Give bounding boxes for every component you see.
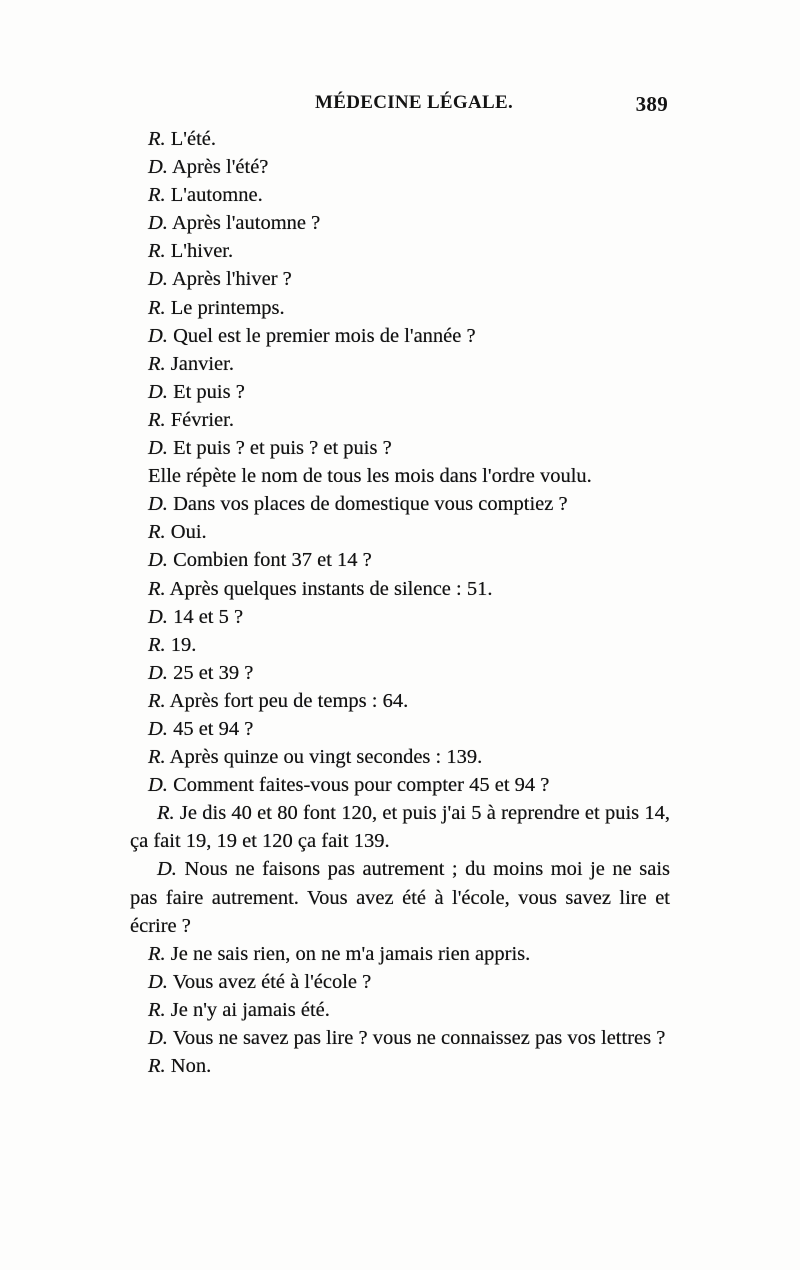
dialogue-text-span: L'été.	[170, 128, 217, 150]
speaker-marker: R.	[148, 408, 166, 431]
speaker-marker: D.	[148, 549, 168, 572]
dialogue-text-span: Je ne sais rien, on ne m'a jamais rien appris.	[170, 942, 531, 965]
dialogue-line	[130, 322, 670, 350]
dialogue-text-span: Dans vos places de domestique vous comptiez ?	[173, 493, 568, 516]
dialogue-text-span: 25 et 39 ?	[173, 661, 254, 684]
dialogue-text-span: Le printemps.	[170, 296, 285, 319]
speaker-marker: R.	[148, 352, 166, 375]
dialogue-line	[130, 434, 670, 462]
speaker-marker: D.	[148, 774, 168, 797]
dialogue-line	[130, 406, 670, 434]
speaker-marker: D.	[148, 268, 168, 291]
speaker-marker: R.	[148, 296, 166, 319]
dialogue-text-span: Nous ne faisons pas autrement ; du moins moi je ne sais pas faire autrement. Vous avez été à l'école, vous savez lire et écrire ?	[130, 858, 671, 937]
dialogue-line	[130, 153, 670, 181]
speaker-marker: D.	[148, 324, 168, 347]
dialogue-paragraph	[130, 855, 670, 939]
dialogue-line	[130, 237, 670, 265]
speaker-marker: R.	[148, 998, 166, 1021]
dialogue-line	[130, 743, 670, 771]
dialogue-line	[130, 715, 670, 743]
speaker-marker: D.	[148, 605, 168, 628]
dialogue-text-span: 45 et 94 ?	[173, 717, 254, 740]
dialogue-text-span: Elle répète le nom de tous les mois dans l'ordre voulu.	[148, 465, 592, 488]
dialogue-text-span: Après l'automne ?	[171, 212, 321, 235]
speaker-marker: R.	[148, 689, 166, 712]
dialogue-text-span: L'automne.	[170, 184, 263, 207]
dialogue-text-span: Combien font 37 et 14 ?	[173, 549, 372, 572]
speaker-marker: D.	[148, 970, 168, 993]
dialogue-text-span: Oui.	[170, 521, 207, 544]
dialogue-text-span: Après quelques instants de silence : 51.	[169, 577, 493, 600]
dialogue-text-span: Janvier.	[170, 352, 234, 375]
page-number: 389	[635, 92, 668, 116]
dialogue-line	[130, 575, 670, 603]
speaker-marker: R.	[148, 521, 166, 544]
dialogue-line	[130, 125, 670, 153]
speaker-marker: R.	[148, 240, 166, 263]
dialogue-text-span: Après l'hiver ?	[171, 268, 292, 291]
dialogue-line	[130, 631, 670, 659]
dialogue-line	[130, 968, 670, 996]
dialogue-line	[130, 940, 670, 968]
speaker-marker: D.	[148, 661, 168, 684]
dialogue-text-span: Et puis ?	[173, 380, 245, 403]
speaker-marker: R.	[157, 802, 175, 825]
dialogue-line	[130, 771, 670, 799]
dialogue-line	[130, 462, 670, 490]
speaker-marker: R.	[148, 184, 166, 207]
dialogue-line	[130, 209, 670, 237]
speaker-marker: R.	[148, 577, 166, 600]
speaker-marker: R.	[148, 942, 166, 965]
dialogue-line	[130, 181, 670, 209]
dialogue-line	[130, 518, 670, 546]
dialogue-line	[130, 378, 670, 406]
speaker-marker: D.	[148, 493, 168, 516]
dialogue-text-span: Après fort peu de temps : 64.	[169, 689, 409, 712]
dialogue-text-span: Après quinze ou vingt secondes : 139.	[169, 746, 483, 769]
dialogue-text-span: Après l'été?	[171, 156, 269, 179]
dialogue-text-span: Et puis ? et puis ? et puis ?	[173, 437, 392, 460]
dialogue-line	[130, 350, 670, 378]
dialogue-text-span: Je dis 40 et 80 font 120, et puis j'ai 5 à reprendre et puis 14, ça fait 19, 19 et 120 ça fait 139.	[130, 802, 671, 853]
dialogue-line	[130, 265, 670, 293]
dialogue-text	[130, 125, 670, 1080]
dialogue-line	[130, 687, 670, 715]
speaker-marker: D.	[157, 858, 177, 881]
dialogue-text-span: Non.	[170, 1055, 212, 1078]
speaker-marker: D.	[148, 212, 168, 235]
dialogue-line	[130, 546, 670, 574]
speaker-marker: D.	[148, 1027, 168, 1049]
dialogue-text-span: Vous avez été à l'école ?	[172, 970, 372, 993]
dialogue-line	[130, 603, 670, 631]
dialogue-line	[130, 294, 670, 322]
dialogue-line	[130, 659, 670, 687]
speaker-marker: D.	[148, 437, 168, 460]
dialogue-text-span: 19.	[170, 633, 197, 656]
dialogue-line	[130, 1052, 670, 1080]
speaker-marker: R.	[148, 633, 166, 656]
dialogue-line	[130, 1024, 670, 1052]
speaker-marker: R.	[148, 746, 166, 769]
speaker-marker: D.	[148, 380, 168, 403]
dialogue-text-span: Je n'y ai jamais été.	[170, 998, 330, 1021]
speaker-marker: D.	[148, 156, 168, 179]
page-header	[130, 92, 670, 118]
running-title: MÉDECINE LÉGALE.	[315, 92, 514, 113]
speaker-marker: R.	[148, 128, 166, 150]
dialogue-line	[130, 490, 670, 518]
speaker-marker: R.	[148, 1055, 166, 1078]
dialogue-text-span: Comment faites-vous pour compter 45 et 94 ?	[173, 774, 550, 797]
dialogue-text-span: Vous ne savez pas lire ? vous ne connaissez pas vos lettres ?	[172, 1027, 666, 1049]
speaker-marker: D.	[148, 717, 168, 740]
dialogue-line	[130, 996, 670, 1024]
dialogue-text-span: Février.	[170, 408, 234, 431]
dialogue-text-span: L'hiver.	[170, 240, 234, 263]
dialogue-paragraph	[130, 799, 670, 855]
dialogue-text-span: Quel est le premier mois de l'année ?	[173, 324, 476, 347]
dialogue-text-span: 14 et 5 ?	[173, 605, 244, 628]
